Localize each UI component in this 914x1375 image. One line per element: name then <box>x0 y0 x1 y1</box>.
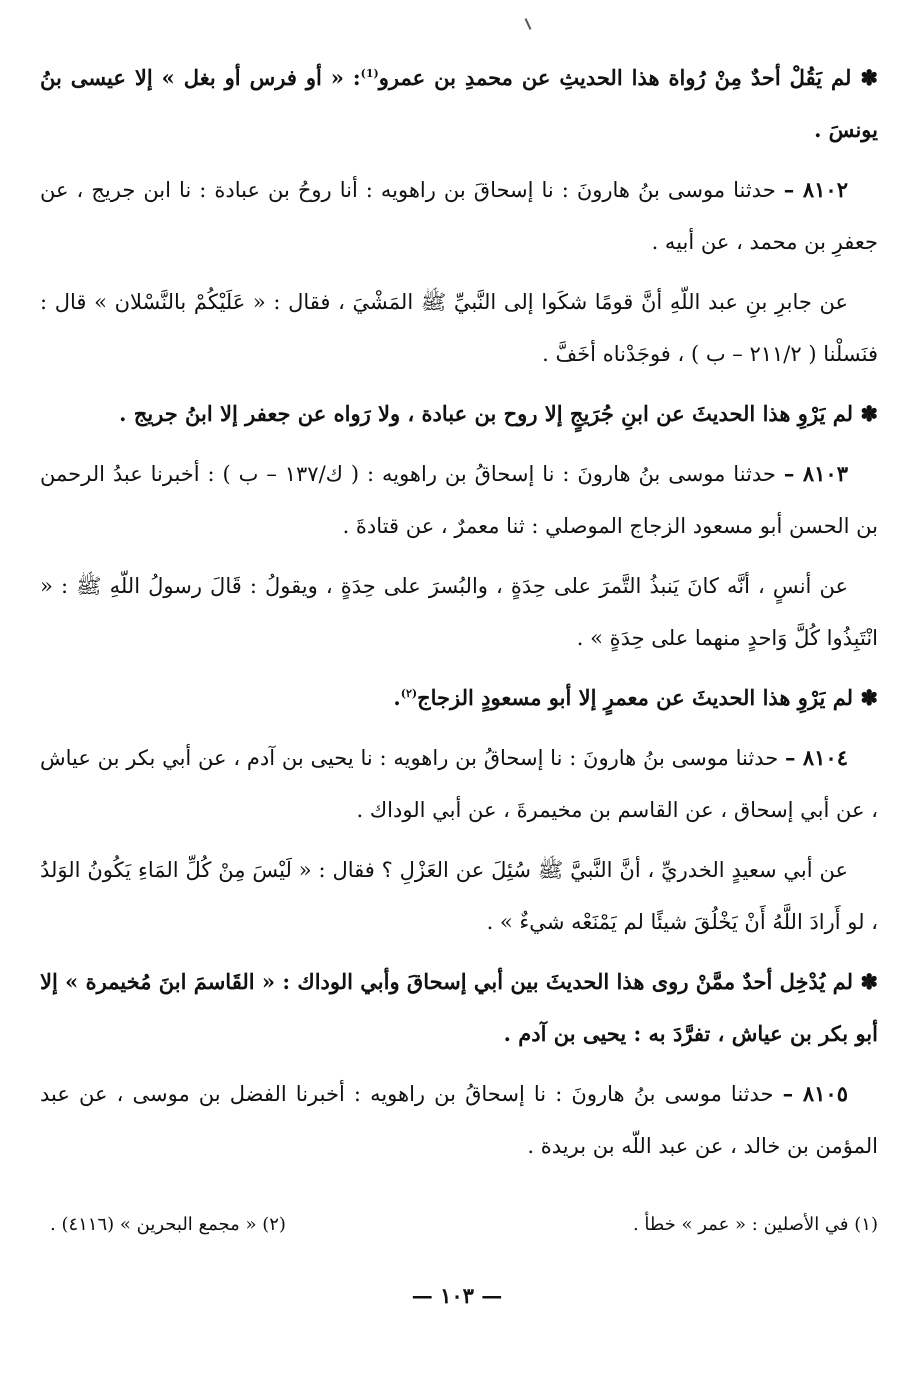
asterisk-icon: ✽ <box>860 401 878 426</box>
hadith-text <box>40 844 878 948</box>
hadith-text <box>40 560 878 664</box>
hadith-paragraph <box>40 448 878 552</box>
note-text: لم يَرْوِ هذا الحديثَ عن ابنِ جُرَيجٍ إلا روح بن عبادة ، ولا رَواه عن جعفر إلا ابنُ جريج . <box>119 401 854 426</box>
hadith-number: ٨١٠٥ – <box>782 1081 848 1106</box>
hadith-matn: عن جابرِ بنِ عبد اللّهِ أنَّ قومًا شكَوا إلى النَّبيِّ ﷺ المَشْيَ ، فقال : « عَلَيْكُمْ بالنَّسْلان » قال : فنَسلْنا ( ٢١١/٢ – ب ) ، فوجَدْناه أخَفَّ . <box>40 290 878 366</box>
hadith-chain: حدثنا موسى بنُ هارونَ : نا إسحاقُ بن راهويه : أخبرنا الفضل بن موسى ، عن عبد المؤمن بن خالد ، عن عبد اللّه بن بريدة . <box>40 1082 878 1158</box>
note-text: لم يُدْخِل أحدٌ ممَّنْ روى هذا الحديثَ بين أبي إسحاقَ وأبي الوداك : « القَاسمَ ابنَ مُخيمرة » إلا أبو بكر بن عياش ، تفرَّدَ به : يحيى بن آدم . <box>40 969 878 1046</box>
editor-note <box>40 388 878 440</box>
page-body <box>40 52 878 1180</box>
footnote-1: (١) في الأصلين : « عمر » خطأ . <box>632 1214 878 1235</box>
scan-mark <box>525 18 532 30</box>
asterisk-icon: ✽ <box>860 969 878 994</box>
asterisk-icon: ✽ <box>860 685 878 710</box>
note-text-end: . <box>393 685 401 710</box>
footnote-2: (٢) « مجمع البحرين » (٤١١٦) . <box>50 1214 286 1235</box>
hadith-text <box>40 276 878 380</box>
hadith-paragraph <box>40 732 878 836</box>
page-number: — ١٠٣ — <box>411 1283 503 1308</box>
hadith-paragraph <box>40 164 878 268</box>
hadith-paragraph <box>40 1068 878 1172</box>
note-text: لم يَقُلْ أحدٌ مِنْ رُواة هذا الحديثِ عن محمدِ بن عمرو <box>378 65 852 90</box>
hadith-chain: حدثنا موسى بنُ هارونَ : نا إسحاقُ بن راهويه : نا يحيى بن آدم ، عن أبي بكر بن عياش ، عن أبي إسحاق ، عن القاسم بن مخيمرةَ ، عن أبي الوداك . <box>40 746 878 822</box>
hadith-matn: عن أنسٍ ، أنَّه كانَ يَنبذُ التَّمرَ على حِدَةٍ ، والبُسرَ على حِدَةٍ ، ويقولُ : قَالَ رسولُ اللّهِ ﷺ : « انْتَبِذُوا كُلَّ وَاحدٍ منهما على حِدَةٍ » . <box>40 574 878 650</box>
editor-note <box>40 52 878 156</box>
note-text-end: : « أو فرس أو بغل » إلا عيسى بنُ يونسَ . <box>40 65 878 142</box>
footnote-ref[interactable]: (٢) <box>400 687 418 700</box>
asterisk-icon: ✽ <box>860 65 878 90</box>
hadith-chain: حدثنا موسى بنُ هارونَ : نا إسحاقُ بن راهويه : ( ك/١٣٧ – ب ) : أخبرنا عبدُ الرحمن بن الحسن أبو مسعود الزجاج الموصلي : ثنا معمرٌ ، عن قتادةَ . <box>40 462 878 538</box>
hadith-matn: عن أبي سعيدٍ الخدريِّ ، أنَّ النَّبيَّ ﷺ سُئِلَ عن العَزْلِ ؟ فقال : « لَيْسَ مِنْ كُلِّ المَاءِ يَكُونُ الوَلدُ ، لو أَرادَ اللَّهُ أَنْ يَخْلُقَ شيئًا لم يَمْنَعْه شيءٌ » . <box>40 858 878 934</box>
hadith-number: ٨١٠٤ – <box>784 745 848 770</box>
editor-note <box>40 956 878 1060</box>
note-text: لم يَرْوِ هذا الحديثَ عن معمرٍ إلا أبو مسعودٍ الزجاج <box>417 685 854 710</box>
hadith-number: ٨١٠٣ – <box>783 461 848 486</box>
editor-note <box>40 672 878 724</box>
hadith-chain: حدثنا موسى بنُ هارونَ : نا إسحاقَ بن راهويه : أنا روحُ بن عبادة : نا ابن جريج ، عن جعفرِ بن محمد ، عن أبيه . <box>40 178 878 254</box>
hadith-number: ٨١٠٢ – <box>783 177 848 202</box>
footnote-ref[interactable]: (1) <box>360 67 379 80</box>
